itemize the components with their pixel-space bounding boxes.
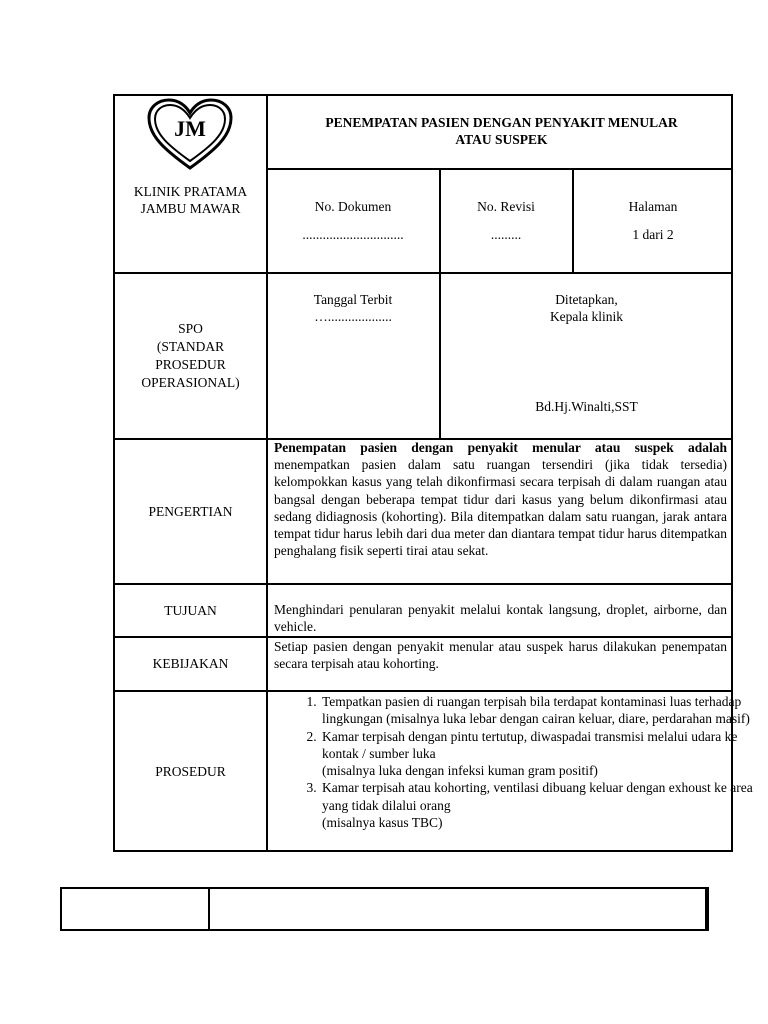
page-cell xyxy=(573,169,733,272)
spo-line4: OPERASIONAL) xyxy=(141,374,240,390)
document-title xyxy=(270,114,733,148)
issue-date-value: …................... xyxy=(314,309,392,324)
prosedur-list xyxy=(290,693,760,831)
document-number-label: No. Dokumen xyxy=(314,198,392,214)
document-number-value: .............................. xyxy=(302,226,404,242)
issue-date-label: Tanggal Terbit xyxy=(313,292,393,307)
page-value: 1 dari 2 xyxy=(632,226,674,242)
prosedur-item-text: Tempatkan pasien di ruangan terpisah bila terdapat kontaminasi luas terhadap lingkungan (misalnya luka lebar dengan cairan keluar, diare, perdarahan masif) xyxy=(322,694,750,727)
spo-document-table xyxy=(113,94,753,852)
document-title-line1: PENEMPATAN PASIEN DENGAN PENYAKIT MENULAR xyxy=(325,115,678,130)
established-line2: Kepala klinik xyxy=(549,309,624,324)
pengertian-text xyxy=(274,439,727,559)
signer-name: Bd.Hj.Winalti,SST xyxy=(535,398,638,414)
next-page-table-fragment xyxy=(60,887,709,931)
established-by-cell xyxy=(440,291,733,327)
document-title-line2: ATAU SUSPEK xyxy=(455,132,548,147)
spo-label xyxy=(115,273,266,438)
pengertian-term: Penempatan pasien dengan penyakit menular atau suspek adalah xyxy=(274,440,727,455)
spo-line2: (STANDAR xyxy=(156,338,225,354)
revision-value: ......... xyxy=(490,226,522,242)
revision-cell xyxy=(440,169,572,272)
document-number-cell xyxy=(267,169,439,272)
page-label: Halaman xyxy=(628,198,678,214)
prosedur-item-note: (misalnya luka dengan infeksi kuman gram positif) xyxy=(322,763,598,779)
revision-label: No. Revisi xyxy=(477,198,535,214)
prosedur-item-note: (misalnya kasus TBC) xyxy=(322,815,443,831)
prosedur-label: PROSEDUR xyxy=(155,764,226,779)
prosedur-item-text: Kamar terpisah dengan pintu tertutup, diwaspadai transmisi melalui udara ke kontak / sumber luka xyxy=(322,728,738,761)
prosedur-item xyxy=(320,728,760,780)
spo-line3: PROSEDUR xyxy=(155,356,226,372)
pengertian-label: PENGERTIAN xyxy=(148,503,233,519)
clinic-name xyxy=(115,180,266,220)
footer-right-edge xyxy=(705,889,707,929)
clinic-name-line1: KLINIK PRATAMA xyxy=(133,184,248,199)
kebijakan-text: Setiap pasien dengan penyakit menular atau suspek harus dilakukan penempatan secara terpisah atau kohorting. xyxy=(274,639,727,672)
prosedur-item xyxy=(320,693,760,728)
tujuan-label: TUJUAN xyxy=(164,602,217,618)
footer-divider xyxy=(208,889,210,929)
pengertian-definition: menempatkan pasien dalam satu ruangan tersendiri (jika tidak tersedia) kelompokkan kasus yang telah dikonfirmasi secara terpisah di dalam ruangan atau bangsal dengan beberapa tempat tidur dari kasus yang belum dikonfirmasi atau sedang didiagnosis (kohorting). Bila ditempatkan dalam satu ruangan, jarak antara tempat tidur harus lebih dari dua meter dan diantara tempat tidur harus ditempatkan penghalang fisik seperti tirai atau sekat. xyxy=(274,457,727,559)
prosedur-item xyxy=(320,779,760,831)
clinic-name-line2: JAMBU MAWAR xyxy=(140,201,241,216)
kebijakan-label: KEBIJAKAN xyxy=(152,656,229,671)
issue-date-cell xyxy=(267,291,439,327)
spo-line1: SPO xyxy=(178,320,203,336)
svg-text:JM: JM xyxy=(174,116,206,141)
established-line1: Ditetapkan, xyxy=(555,292,618,307)
tujuan-text: Menghindari penularan penyakit melalui kontak langsung, droplet, airborne, dan vehicle. xyxy=(274,602,727,635)
clinic-logo-heart-icon xyxy=(145,98,235,170)
prosedur-item-text: Kamar terpisah atau kohorting, ventilasi dibuang keluar dengan exhoust ke area yang tidak dilalui orang xyxy=(322,780,753,813)
